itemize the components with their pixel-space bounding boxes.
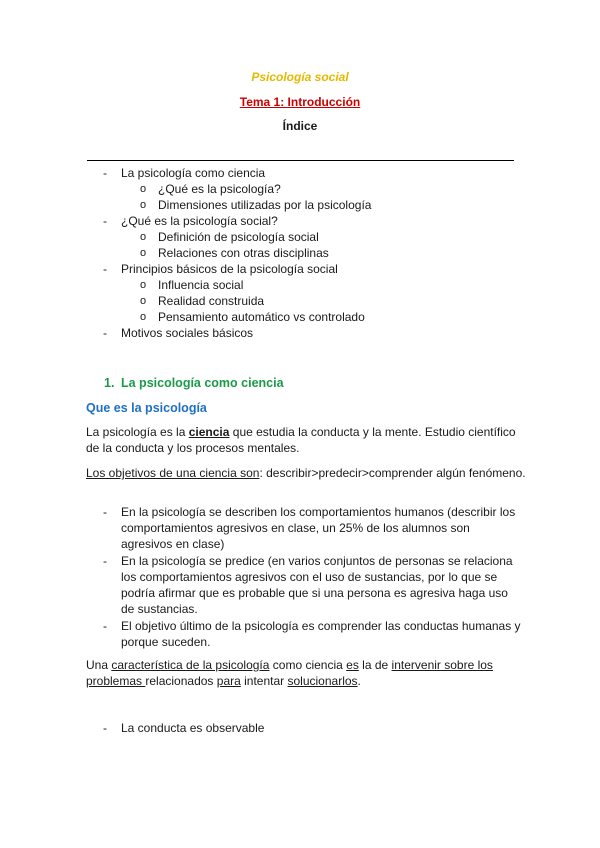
circle-bullet-icon: o bbox=[140, 199, 147, 211]
toc-item-text: Relaciones con otras disciplinas bbox=[158, 246, 329, 260]
paragraph-text: relacionados bbox=[145, 674, 217, 688]
list-item bbox=[0, 553, 600, 617]
document-subtitle: Tema 1: Introducción bbox=[239, 95, 361, 109]
circle-bullet-icon: o bbox=[140, 231, 147, 243]
underlined-text: para bbox=[216, 674, 241, 688]
toc-item-text: Principios básicos de la psicología social bbox=[121, 262, 338, 276]
list-item bbox=[0, 504, 600, 552]
underlined-text: característica de la psicología bbox=[111, 658, 270, 672]
dash-bullet-icon: - bbox=[103, 326, 107, 340]
paragraph-text: intentar bbox=[240, 674, 288, 688]
index-heading: Índice bbox=[282, 119, 318, 133]
circle-bullet-icon: o bbox=[140, 247, 147, 259]
paragraph-text: la de bbox=[358, 658, 392, 672]
table-of-contents bbox=[0, 165, 600, 341]
toc-item-text: Dimensiones utilizadas por la psicología bbox=[158, 198, 372, 212]
circle-bullet-icon: o bbox=[140, 311, 147, 323]
list-item-text: La conducta es observable bbox=[121, 721, 265, 735]
toc-subitem bbox=[0, 277, 600, 293]
circle-bullet-icon: o bbox=[140, 183, 147, 195]
toc-item bbox=[0, 165, 600, 181]
paragraph-text: que estudia la conducta y la mente. Estudio científico de la conducta y los procesos mentales. bbox=[86, 425, 516, 455]
toc-subitem bbox=[0, 197, 600, 213]
dash-bullet-icon: - bbox=[103, 619, 107, 633]
paragraph-text: como ciencia bbox=[269, 658, 347, 672]
toc-item bbox=[0, 325, 600, 341]
paragraph-text: : describir>predecir>comprender algún fenómeno. bbox=[259, 466, 526, 480]
paragraph-text: Una bbox=[86, 658, 112, 672]
toc-subitem bbox=[0, 245, 600, 261]
toc-item-text: ¿Qué es la psicología social? bbox=[121, 214, 278, 228]
dash-bullet-icon: - bbox=[103, 214, 107, 228]
subsection-heading: Que es la psicología bbox=[86, 401, 207, 415]
toc-item-text: Pensamiento automático vs controlado bbox=[158, 310, 365, 324]
objectives-list bbox=[0, 504, 600, 651]
toc-item-text: Definición de psicología social bbox=[158, 230, 319, 244]
toc-subitem bbox=[0, 293, 600, 309]
toc-item-text: Influencia social bbox=[158, 278, 244, 292]
horizontal-divider bbox=[87, 160, 514, 161]
underlined-text: es bbox=[346, 658, 359, 672]
circle-bullet-icon: o bbox=[140, 279, 147, 291]
list-item-text: El objetivo último de la psicología es comprender las conductas humanas y porque suceden. bbox=[121, 619, 521, 649]
underlined-text: solucionarlos bbox=[287, 674, 358, 688]
dash-bullet-icon: - bbox=[103, 262, 107, 276]
toc-item-text: Motivos sociales básicos bbox=[121, 326, 254, 340]
definition-paragraph bbox=[86, 424, 526, 456]
list-item bbox=[0, 618, 600, 650]
list-item-text: En la psicología se describen los comportamientos humanos (describir los comportamientos agresivos en clase, un 25% de los alumnos son agresivos en clase) bbox=[121, 505, 516, 551]
toc-item bbox=[0, 261, 600, 277]
dash-bullet-icon: - bbox=[103, 166, 107, 180]
dash-bullet-icon: - bbox=[103, 721, 107, 735]
underlined-text: Los objetivos de una ciencia son bbox=[86, 466, 260, 480]
paragraph-text: La psicología es la bbox=[86, 425, 189, 439]
section-number: 1. bbox=[104, 376, 115, 390]
circle-bullet-icon: o bbox=[140, 295, 147, 307]
objectives-paragraph bbox=[86, 465, 526, 481]
document-title: Psicología social bbox=[251, 70, 349, 84]
toc-item bbox=[0, 213, 600, 229]
section-title: La psicología como ciencia bbox=[121, 376, 284, 390]
toc-item-text: La psicología como ciencia bbox=[121, 166, 266, 180]
list-item-text: En la psicología se predice (en varios conjuntos de personas se relaciona los comportamientos agresivos con el uso de sustancias, por lo que se podría afirmar que es probable que si una persona es agresiva haga uso de sustancias. bbox=[121, 554, 513, 616]
keyword-ciencia: ciencia bbox=[188, 425, 230, 439]
toc-item-text: Realidad construida bbox=[158, 294, 265, 308]
characteristic-paragraph bbox=[86, 657, 526, 689]
section-heading bbox=[104, 376, 284, 390]
paragraph-text: . bbox=[357, 674, 361, 688]
toc-subitem bbox=[0, 181, 600, 197]
dash-bullet-icon: - bbox=[103, 554, 107, 568]
toc-subitem bbox=[0, 229, 600, 245]
toc-item-text: ¿Qué es la psicología? bbox=[158, 182, 281, 196]
underlined-text: intervenir sobre los problemas bbox=[86, 658, 493, 688]
dash-bullet-icon: - bbox=[103, 505, 107, 519]
toc-subitem bbox=[0, 309, 600, 325]
